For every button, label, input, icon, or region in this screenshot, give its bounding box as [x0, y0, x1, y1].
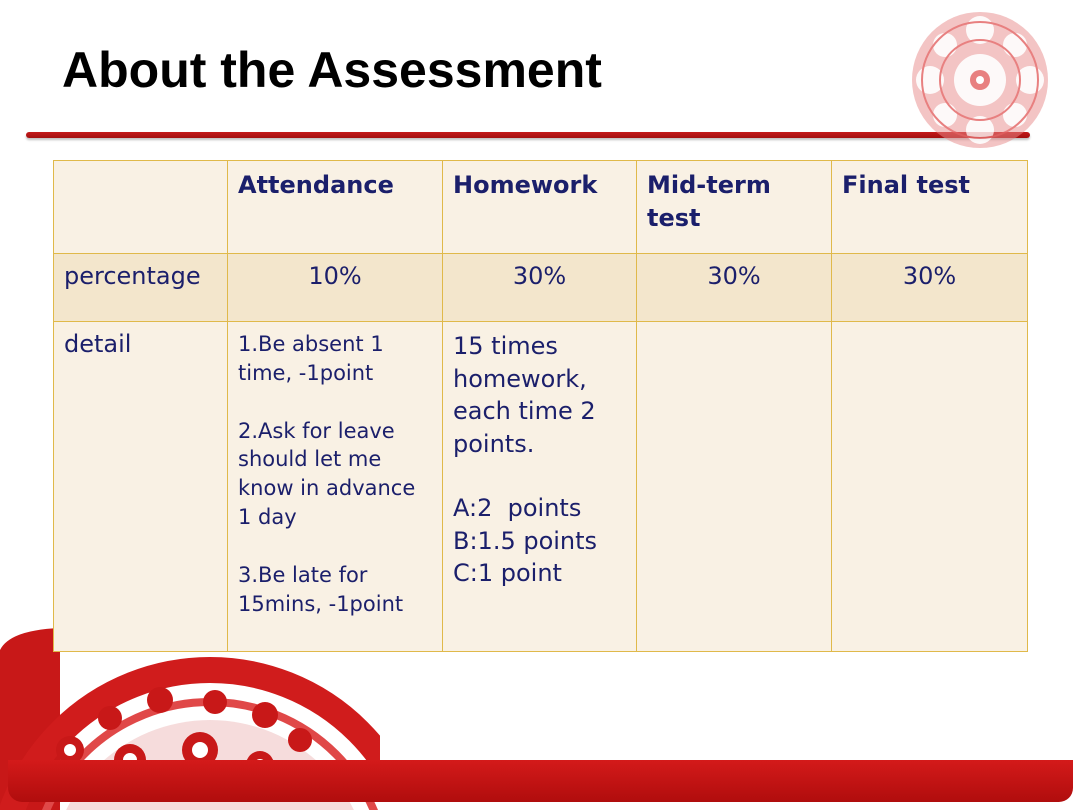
detail-attendance	[228, 322, 443, 652]
homework-grade-b: B:1.5 points	[453, 526, 598, 555]
detail-midterm	[637, 322, 832, 652]
table-corner-cell	[54, 161, 228, 254]
row-label-percentage: percentage	[54, 254, 228, 322]
assessment-table	[53, 160, 1028, 652]
detail-homework	[443, 322, 637, 652]
slide-title: About the Assessment	[62, 42, 602, 98]
column-header-final: Final test	[832, 161, 1028, 254]
homework-grade-c: C:1 point	[453, 559, 562, 587]
attendance-rule-2: 2.Ask for leave should let me know in advance 1 day	[238, 418, 416, 529]
attendance-rule-1: 1.Be absent 1 time, -1point	[238, 332, 384, 385]
percentage-final: 30%	[832, 254, 1028, 322]
row-label-detail: detail	[54, 322, 228, 652]
table-row-percentage	[54, 254, 1028, 322]
detail-final	[832, 322, 1028, 652]
percentage-midterm: 30%	[637, 254, 832, 322]
table-header-row	[54, 161, 1028, 254]
homework-intro: 15 times homework, each time 2 points.	[453, 332, 596, 458]
column-header-homework: Homework	[443, 161, 637, 254]
percentage-homework: 30%	[443, 254, 637, 322]
footer-band	[8, 760, 1073, 802]
column-header-attendance: Attendance	[228, 161, 443, 254]
table-row-detail	[54, 322, 1028, 652]
column-header-midterm: Mid-term test	[637, 161, 832, 254]
homework-grade-a: A:2 points	[453, 494, 582, 522]
title-divider	[26, 132, 1030, 138]
paper-cut-medallion-icon	[905, 8, 1055, 158]
percentage-attendance: 10%	[228, 254, 443, 322]
attendance-rule-3: 3.Be late for 15mins, -1point	[238, 562, 404, 616]
